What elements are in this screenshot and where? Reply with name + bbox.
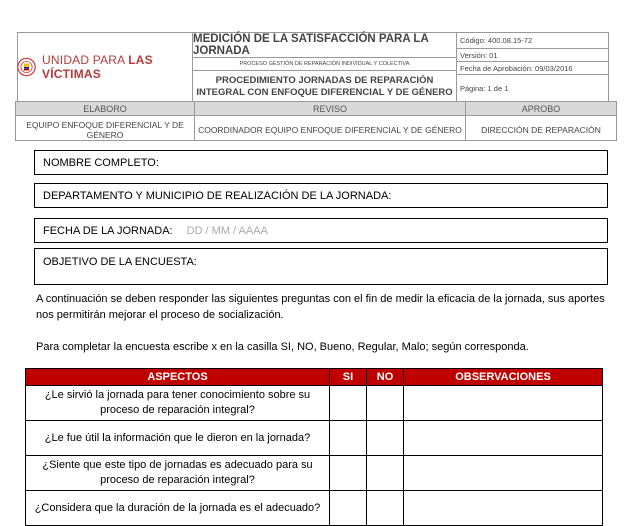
nombre-field[interactable] <box>34 150 608 175</box>
observaciones-cell[interactable] <box>403 490 603 526</box>
observaciones-cell[interactable] <box>403 385 603 421</box>
header-observaciones: OBSERVACIONES <box>403 368 603 386</box>
procedure-name: PROCEDIMIENTO JORNADAS DE REPARACIÓN INTEGRAL CON ENFOQUE DIFERENCIAL Y DE GÉNERO <box>193 71 457 102</box>
question-cell: ¿Le sirvió la jornada para tener conocimiento sobre su proceso de reparación integral? <box>25 385 330 421</box>
answer-no-cell[interactable] <box>366 385 404 421</box>
elaboro-column <box>15 101 195 141</box>
question-cell: ¿Le fue útil la información que le dieron en la jornada? <box>25 420 330 456</box>
fecha-label: FECHA DE LA JORNADA: <box>43 224 173 237</box>
departamento-field[interactable] <box>34 183 608 208</box>
document-title: MEDICIÓN DE LA SATISFACCIÓN PARA LA JORNADA <box>193 32 457 58</box>
approval-date: Fecha de Aprobación: 09/03/2016 <box>457 62 609 75</box>
aprobo-value: DIRECCIÓN DE REPARACIÓN <box>481 124 601 135</box>
reviso-column <box>194 101 466 141</box>
process-name: PROCESO GESTIÓN DE REPARACIÓN INDIVIDUAL Y COLECTIVA <box>193 58 457 71</box>
observaciones-cell[interactable] <box>403 420 603 456</box>
logo <box>17 32 193 102</box>
fecha-field[interactable] <box>34 218 608 243</box>
answer-no-cell[interactable] <box>366 490 404 526</box>
instructions-note: Para completar la encuesta escribe x en la casilla SI, NO, Bueno, Regular, Malo; según corresponda. <box>36 341 529 353</box>
question-cell: ¿Siente que este tipo de jornadas es adecuado para su proceso de reparación integral? <box>25 455 330 491</box>
answer-no-cell[interactable] <box>366 455 404 491</box>
logo-bold: LAS VÍCTIMAS <box>42 53 153 81</box>
question-cell: ¿Considera que la duración de la jornada es el adecuado? <box>25 490 330 526</box>
observaciones-cell[interactable] <box>403 455 603 491</box>
answer-no-cell[interactable] <box>366 420 404 456</box>
elaboro-value: EQUIPO ENFOQUE DIFERENCIAL Y DE GÉNERO <box>26 119 184 140</box>
answer-si-cell[interactable] <box>329 385 367 421</box>
answer-si-cell[interactable] <box>329 455 367 491</box>
answer-si-cell[interactable] <box>329 420 367 456</box>
logo-prefix: UNIDAD PARA <box>42 53 129 67</box>
objetivo-label: OBJETIVO DE LA ENCUESTA: <box>43 256 197 268</box>
header-no: NO <box>366 368 404 386</box>
nombre-label: NOMBRE COMPLETO: <box>43 156 159 169</box>
page-number: Página: 1 de 1 <box>460 83 509 93</box>
doc-code: Código: 400.08.15-72 <box>457 32 609 49</box>
doc-version: Versión: 01 <box>457 49 609 62</box>
fecha-placeholder: DD / MM / AAAA <box>186 224 268 237</box>
header-aspectos: ASPECTOS <box>25 368 330 386</box>
reviso-value: COORDINADOR EQUIPO ENFOQUE DIFERENCIAL Y DE GÉNERO <box>198 124 462 135</box>
aprobo-label: APROBO <box>466 102 616 116</box>
answer-si-cell[interactable] <box>329 490 367 526</box>
instructions-paragraph: A continuación se deben responder las siguientes preguntas con el fin de medir la eficacia de la jornada, sus aportes nos permitirán mejorar el proceso de socialización. <box>36 293 605 321</box>
aprobo-column <box>465 101 617 141</box>
elaboro-label: ELABORO <box>16 102 194 116</box>
reviso-label: REVISO <box>195 102 465 116</box>
header-si: SI <box>329 368 367 386</box>
departamento-label: DEPARTAMENTO Y MUNICIPIO DE REALIZACIÓN DE LA JORNADA: <box>43 189 392 202</box>
coat-of-arms-icon <box>17 55 36 79</box>
objetivo-field[interactable] <box>34 248 608 285</box>
